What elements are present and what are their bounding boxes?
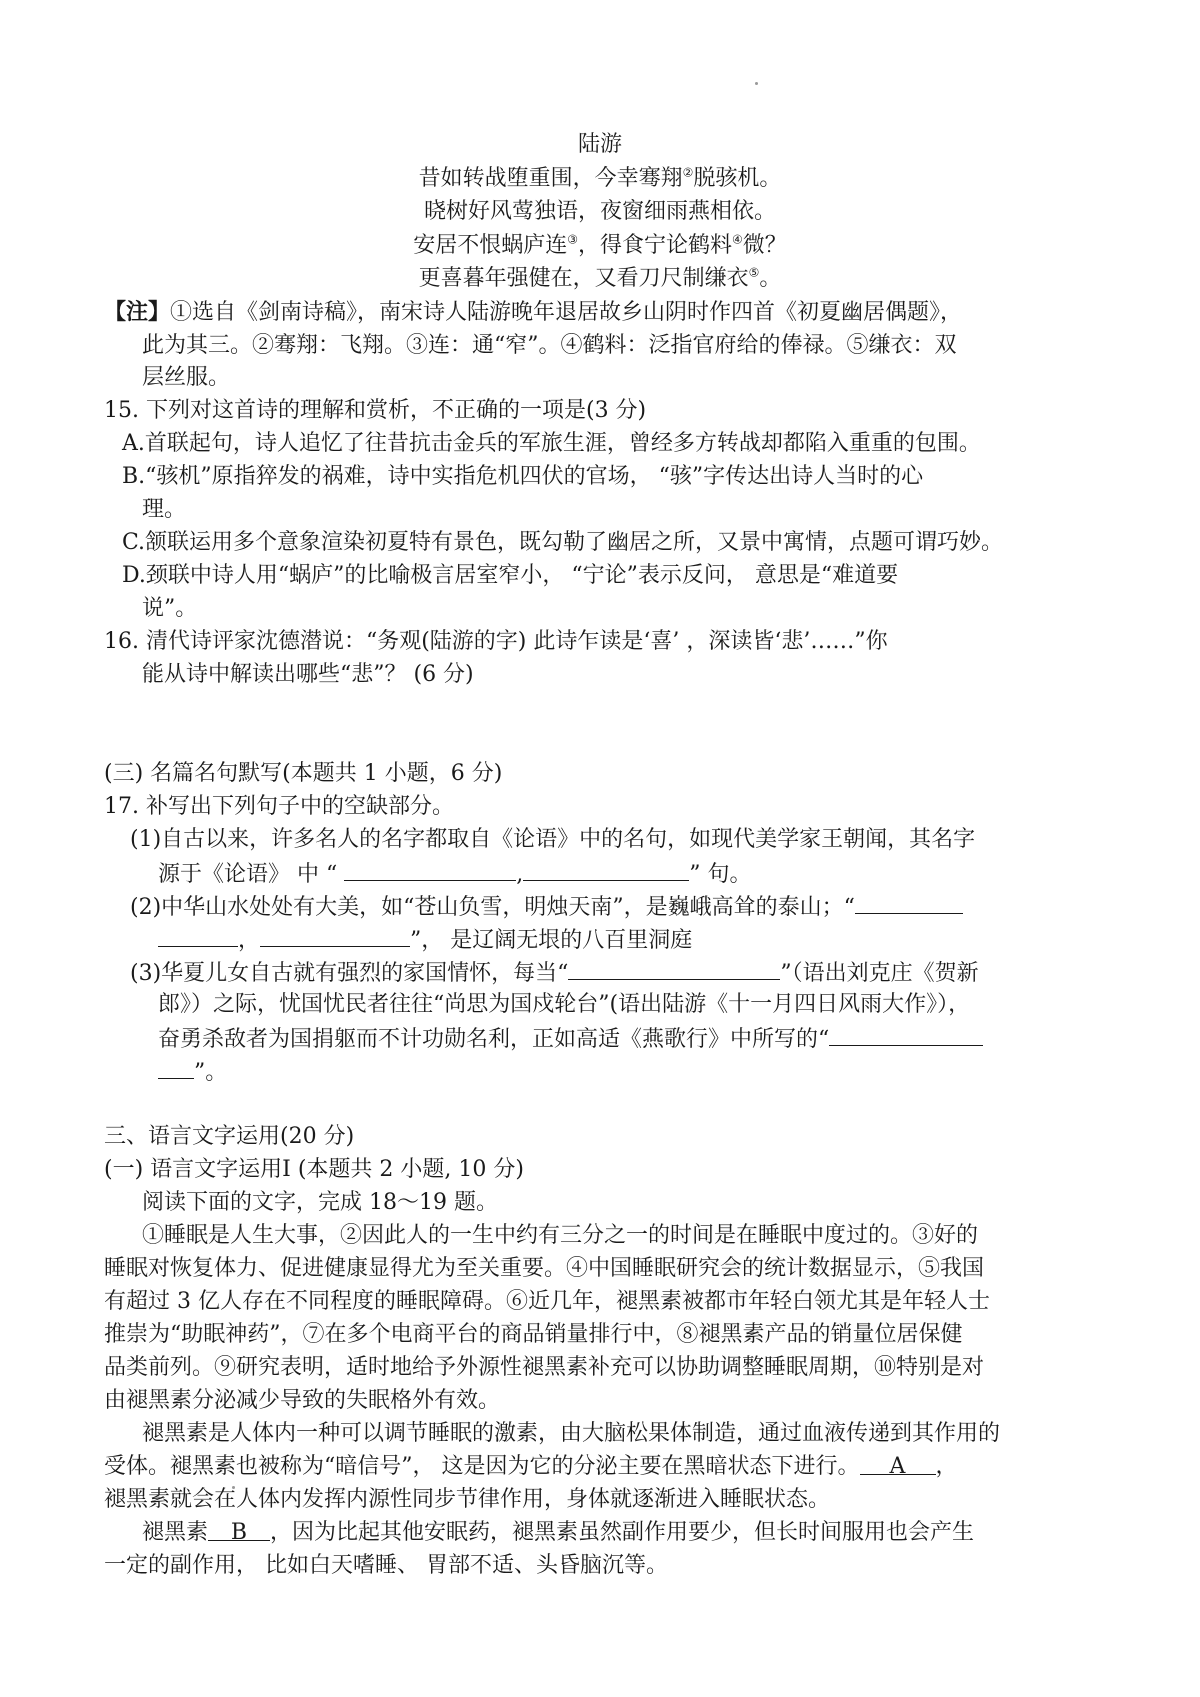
passage-p1-line: 有超过 3 亿人存在不同程度的睡眠障碍。⑥近几年，褪黑素被都市年轻白领尤其是年轻人士: [104, 1289, 990, 1314]
q16-line-2: 能从诗中解读出哪些“悲”？ (6 分): [142, 662, 474, 687]
passage-p2-line: 褪黑素就会在人体内发挥内源性同步节律作用，身体就逐渐进入睡眠状态。: [104, 1487, 831, 1512]
answer-blank[interactable]: [158, 1056, 194, 1079]
passage-p3-line: 一定的副作用， 比如白天嗜睡、 胃部不适、头昏脑沉等。: [104, 1553, 668, 1578]
q17-item-3-cont: 郎》）之际，忧国忧民者往往“尚思为国戍轮台”(语出陆游《十一月四日风雨大作》），: [158, 992, 971, 1017]
passage-p2-line: 褪黑素是人体内一种可以调节睡眠的激素，由大脑松果体制造，通过血液传递到其作用的: [142, 1421, 1001, 1446]
answer-blank[interactable]: [829, 1023, 983, 1046]
poem-line-4: 更喜暮年强健在，又看刀尺制缣衣⑤。: [418, 265, 782, 291]
passage-p3-line: 褪黑素 B ，因为比起其他安眠药，褪黑素虽然副作用要少，但长时间服用也会产生: [142, 1520, 975, 1545]
answer-blank[interactable]: [260, 924, 410, 947]
passage-p1-line: 由褪黑素分泌减少导致的失眠格外有效。: [104, 1388, 501, 1413]
section-3-header: (三) 名篇名句默写(本题共 1 小题，6 分): [104, 761, 503, 786]
answer-blank[interactable]: [344, 858, 516, 881]
poem-line-1: 昔如转战堕重围，今幸骞翔②脱骇机。: [418, 165, 782, 191]
passage-p2-line: 受体。褪黑素也被称为“暗信号”， 这是因为它的分泌主要在黑暗状态下进行。 A ，: [104, 1454, 958, 1479]
q17-item-3: (3)华夏儿女自古就有强烈的家国情怀，每当“ ”（语出刘克庄《贺新: [130, 957, 979, 989]
q15-stem: 15. 下列对这首诗的理解和赏析，不正确的一项是(3 分): [104, 398, 647, 423]
passage-p1-line: 睡眠对恢复体力、促进健康显得尤为至关重要。④中国睡眠研究会的统计数据显示，⑤我国: [104, 1256, 985, 1281]
blank-b[interactable]: B: [208, 1518, 270, 1541]
q17-item-2: (2)中华山水处处有大美，如“苍山负雪，明烛天南”，是巍峨高耸的泰山；“: [130, 891, 963, 923]
answer-blank[interactable]: [523, 858, 689, 881]
blank-a[interactable]: A: [860, 1452, 936, 1475]
q15-option-b-cont: 理。: [142, 497, 187, 522]
note-label: 【注】: [104, 299, 171, 325]
q17-item-1-cont: 源于《论语》 中 “ , ” 句。: [158, 858, 751, 890]
note-line-2: 此为其三。②骞翔：飞翔。③连：通“窄”。④鹤料：泛指官府给的俸禄。⑤缣衣：双: [142, 333, 957, 358]
q17-item-3-cont3: ”。: [158, 1056, 227, 1088]
q17-item-2-cont: ， ”， 是辽阔无垠的八百里洞庭: [158, 924, 692, 956]
poem-line-3: 安居不恨蜗庐连③，得食宁论鹤料④微？: [413, 232, 787, 258]
answer-blank[interactable]: [855, 891, 963, 914]
passage-p1-line: 品类前列。⑨研究表明，适时地给予外源性褪黑素补充可以协助调整睡眠周期，⑩特别是对: [104, 1355, 985, 1380]
note-line-3: 层丝服。: [142, 365, 231, 390]
note-line-1: 【注】①选自《剑南诗稿》，南宋诗人陆游晚年退居故乡山阴时作四首《初夏幽居偶题》，: [104, 299, 963, 325]
answer-blank[interactable]: [158, 924, 238, 947]
q16-line-1: 16. 清代诗评家沈德潜说：“务观(陆游的字) 此诗乍读是‘喜’ ，深读皆‘悲’……”你: [104, 629, 888, 654]
q15-option-a: A.首联起句，诗人追忆了往昔抗击金兵的军旅生涯，曾经多方转战却都陷入重重的包围。: [122, 431, 981, 456]
q17-item-3-cont2: 奋勇杀敌者为国捐躯而不计功勋名利，正如高适《燕歌行》中所写的“: [158, 1023, 983, 1055]
poem-author: 陆游: [577, 132, 622, 157]
passage-p1-line: 推崇为“助眠神药”，⑦在多个电商平台的商品销量排行中，⑧褪黑素产品的销量位居保健: [104, 1322, 963, 1347]
answer-blank[interactable]: [568, 957, 780, 980]
q17-item-1: (1)自古以来，许多名人的名字都取自《论语》中的名句，如现代美学家王朝闻，其名字: [130, 827, 976, 852]
passage-p1-line: ①睡眠是人生大事，②因此人的一生中约有三分之一的时间是在睡眠中度过的。③好的: [142, 1223, 979, 1248]
part-3-subheader: (一) 语言文字运用Ⅰ (本题共 2 小题, 10 分): [104, 1157, 524, 1182]
q17-stem: 17. 补写出下列句子中的空缺部分。: [104, 794, 454, 819]
q15-option-b: B.“骇机”原指猝发的祸难，诗中实指危机四伏的官场， “骇”字传达出诗人当时的心: [122, 464, 924, 489]
part-3-header: 三、语言文字运用(20 分): [104, 1124, 355, 1149]
q15-option-d: D.颈联中诗人用“蜗庐”的比喻极言居室窄小， “宁论”表示反问， 意思是“难道要: [122, 563, 899, 588]
reading-intro: 阅读下面的文字，完成 18～19 题。: [142, 1190, 498, 1215]
scan-speck: [755, 82, 758, 85]
q15-option-d-cont: 说”。: [142, 596, 198, 621]
poem-line-2: 晓树好风莺独语，夜窗细雨燕相依。: [423, 199, 776, 224]
q15-option-c: C.颔联运用多个意象渲染初夏特有景色，既勾勒了幽居之所，又景中寓情，点题可谓巧妙。: [122, 530, 1004, 555]
